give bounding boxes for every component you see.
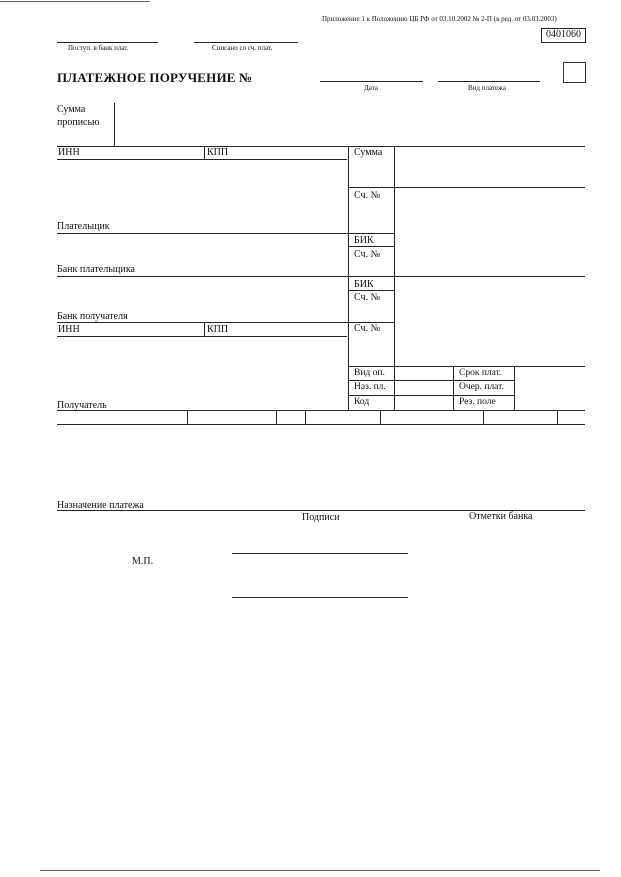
payer-bank-line bbox=[57, 276, 585, 277]
debited-label: Списано со сч. плат. bbox=[212, 44, 273, 52]
recipient-bik-line bbox=[348, 290, 394, 291]
signature-line-2[interactable] bbox=[232, 597, 408, 598]
date-line[interactable] bbox=[320, 81, 423, 82]
recipient-bank-label: Банк получателя bbox=[57, 311, 128, 322]
payer-account-label: Сч. № bbox=[354, 190, 381, 201]
purpose-code-label: Наз. пл. bbox=[354, 382, 386, 392]
signature-line-1[interactable] bbox=[232, 553, 408, 554]
payer-inn-kpp-divider bbox=[204, 146, 205, 159]
sum-label: Сумма bbox=[354, 147, 383, 158]
recipient-bank-account-label: Сч. № bbox=[354, 292, 381, 303]
form-code-box bbox=[541, 28, 586, 43]
bank-marks-label: Отметки банка bbox=[469, 511, 533, 522]
purpose-label: Назначение платежа bbox=[57, 500, 144, 511]
op-type-label: Вид оп. bbox=[354, 368, 385, 378]
col-divider-right bbox=[394, 146, 395, 411]
date-label: Дата bbox=[364, 84, 378, 92]
grid-top-line bbox=[57, 146, 585, 147]
signatures-label: Подписи bbox=[302, 512, 340, 523]
payer-kpp-label: КПП bbox=[207, 147, 229, 158]
tax-field-divider-5 bbox=[483, 410, 484, 424]
tax-fields-bottom-line bbox=[57, 424, 585, 425]
codes-top-line bbox=[348, 366, 585, 367]
reserve-label: Рез. поле bbox=[459, 397, 496, 407]
amount-words-label-1: Сумма bbox=[57, 104, 86, 115]
codes-row3-line bbox=[348, 395, 514, 396]
form-title: ПЛАТЕЖНОЕ ПОРУЧЕНИЕ № bbox=[57, 70, 253, 85]
amount-words-divider bbox=[114, 103, 115, 146]
recipient-inn-row-line bbox=[57, 336, 347, 337]
recipient-inn-kpp-divider bbox=[204, 322, 205, 336]
top-edge-line bbox=[0, 1, 150, 2]
debited-date-line[interactable] bbox=[194, 42, 298, 43]
payer-inn-label: ИНН bbox=[58, 147, 80, 158]
payer-bank-account-label: Сч. № bbox=[354, 249, 381, 260]
received-date-line[interactable] bbox=[57, 42, 158, 43]
codes-divider-2 bbox=[514, 366, 515, 411]
recipient-inn-label: ИНН bbox=[58, 324, 80, 335]
tax-field-divider-1 bbox=[187, 410, 188, 424]
order-label: Очер. плат. bbox=[459, 382, 504, 392]
payer-bik-line bbox=[348, 246, 394, 247]
status-code-box[interactable] bbox=[563, 62, 586, 83]
payment-type-label: Вид платежа bbox=[468, 84, 507, 92]
recipient-bik-label: БИК bbox=[354, 279, 374, 290]
bottom-edge-line bbox=[40, 870, 600, 871]
appendix-note: Приложение 1 к Положению ЦБ РФ от 03.10.2002 № 2-П (в ред. от 03.03.2003) bbox=[322, 15, 557, 23]
code-label: Код bbox=[354, 397, 370, 407]
payer-inn-row-line bbox=[57, 159, 347, 160]
deadline-label: Срок плат. bbox=[459, 368, 502, 378]
tax-field-divider-6 bbox=[557, 410, 558, 424]
recipient-bank-line bbox=[57, 322, 394, 323]
codes-divider-1 bbox=[453, 366, 454, 411]
sum-row-line bbox=[348, 187, 585, 188]
recipient-kpp-label: КПП bbox=[207, 324, 229, 335]
tax-field-divider-3 bbox=[305, 410, 306, 424]
payer-line bbox=[57, 233, 394, 234]
stamp-label: М.П. bbox=[132, 556, 154, 567]
received-label: Поступ. в банк плат. bbox=[68, 44, 129, 52]
tax-field-divider-2 bbox=[276, 410, 277, 424]
recipient-account-label: Сч. № bbox=[354, 323, 381, 334]
tax-field-divider-4 bbox=[380, 410, 381, 424]
amount-words-label-2: прописью bbox=[57, 117, 100, 128]
payment-type-line[interactable] bbox=[438, 81, 540, 82]
col-divider-left bbox=[348, 146, 349, 411]
codes-row2-line bbox=[348, 380, 514, 381]
payer-bank-label: Банк плательщика bbox=[57, 264, 135, 275]
form-code: 0401060 bbox=[546, 29, 581, 40]
recipient-label: Получатель bbox=[57, 400, 107, 411]
payer-bik-label: БИК bbox=[354, 235, 374, 246]
recipient-line bbox=[57, 410, 585, 411]
payer-label: Плательщик bbox=[57, 221, 110, 232]
